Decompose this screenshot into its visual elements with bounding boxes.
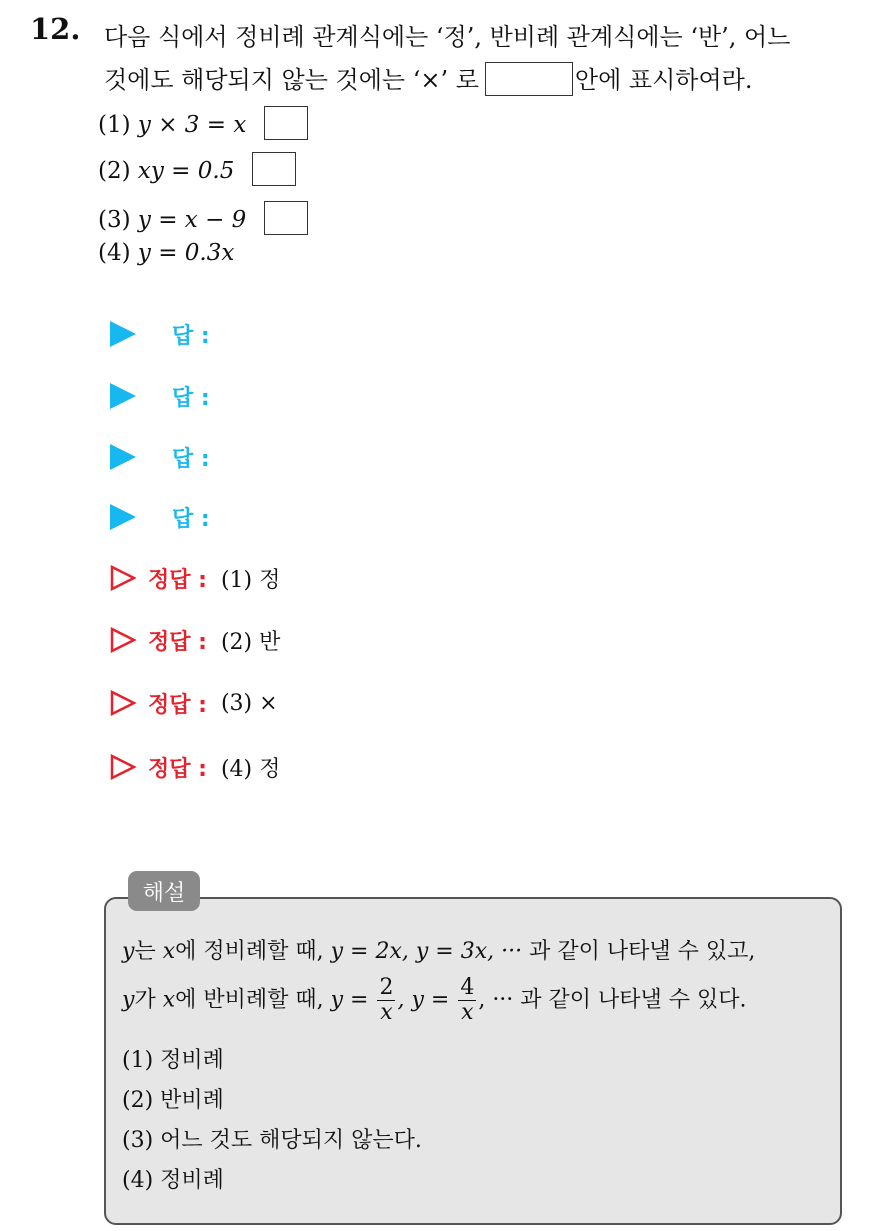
correct-value: (1) 정 xyxy=(220,567,281,593)
correct-value: (4) 정 xyxy=(220,756,281,782)
question-number: 12. xyxy=(30,12,81,46)
sub-item-expr: y × 3 = x xyxy=(137,112,247,138)
sub-item-label: (1) xyxy=(98,112,131,138)
sub-item-4 xyxy=(98,240,234,266)
fraction-denominator: x xyxy=(461,1000,474,1025)
answer-blank-inline xyxy=(485,62,573,96)
explanation-tab: 해설 xyxy=(128,871,200,911)
text: 가 xyxy=(134,987,156,1013)
fraction xyxy=(458,976,476,1025)
question-text-line2 xyxy=(104,60,752,96)
explanation-item-4: (4) 정비례 xyxy=(122,1168,224,1193)
correct-label: 정답 : xyxy=(148,567,207,593)
sub-item-expr: y = 0.3x xyxy=(137,240,235,266)
text: 과 같이 나타낼 수 있다. xyxy=(520,987,747,1013)
answer-label: 답 : xyxy=(172,323,210,349)
correct-label: 정답 : xyxy=(148,692,207,718)
var-y: y xyxy=(122,987,135,1013)
var-x: x xyxy=(162,939,176,964)
sub-item-expr: xy = 0.5 xyxy=(137,158,235,184)
explanation-item-1: (1) 정비례 xyxy=(122,1048,224,1073)
explanation-item-3: (3) 어느 것도 해당되지 않는다. xyxy=(122,1128,422,1153)
sub-item-3 xyxy=(98,201,308,235)
correct-label: 정답 : xyxy=(148,756,207,782)
answer-box[interactable] xyxy=(264,201,308,235)
eq-mid: , y = xyxy=(397,987,450,1013)
text: 는 xyxy=(134,939,156,964)
answer-row-3[interactable] xyxy=(110,440,210,474)
play-arrow-icon xyxy=(110,444,136,470)
outline-arrow-icon xyxy=(110,690,136,716)
answer-label: 답 : xyxy=(172,446,210,472)
var-x: x xyxy=(162,987,176,1013)
fraction-denominator: x xyxy=(380,1000,393,1025)
sub-item-2 xyxy=(98,152,296,186)
play-arrow-icon xyxy=(110,383,136,409)
answer-row-2[interactable] xyxy=(110,379,210,413)
correct-row-4 xyxy=(110,750,280,784)
answer-box[interactable] xyxy=(264,106,308,140)
fraction-numerator: 2 xyxy=(379,975,394,1000)
correct-value: (3) × xyxy=(220,690,278,716)
play-arrow-icon xyxy=(110,321,136,347)
answer-row-1[interactable] xyxy=(110,317,210,351)
answer-row-4[interactable] xyxy=(110,500,210,534)
sub-item-label: (2) xyxy=(98,158,131,184)
explanation-line-2 xyxy=(122,976,747,1025)
correct-row-3 xyxy=(110,686,278,720)
text: 에 반비례할 때, xyxy=(175,987,324,1013)
correct-row-2 xyxy=(110,623,280,657)
question-text-line2-end: 안에 표시하여라. xyxy=(574,66,753,94)
equations: y = 2x, y = 3x, ··· xyxy=(330,939,523,964)
fraction xyxy=(377,976,395,1025)
outline-arrow-icon xyxy=(110,627,136,653)
text: 에 정비례할 때, xyxy=(175,939,324,964)
correct-row-1 xyxy=(110,561,280,595)
outline-arrow-icon xyxy=(110,565,136,591)
correct-value: (2) 반 xyxy=(220,629,281,655)
explanation-item-2: (2) 반비례 xyxy=(122,1088,224,1113)
var-y: y xyxy=(122,939,135,964)
answer-label: 답 : xyxy=(172,506,210,532)
eq-tail: , ··· xyxy=(478,987,514,1013)
fraction-numerator: 4 xyxy=(460,975,475,1000)
play-arrow-icon xyxy=(110,504,136,530)
explanation-line-1 xyxy=(122,934,755,965)
answer-box[interactable] xyxy=(252,152,296,186)
sub-item-label: (4) xyxy=(98,240,131,266)
sub-item-expr: y = x − 9 xyxy=(137,207,247,233)
question-text-line1: 다음 식에서 정비례 관계식에는 ‘정’, 반비례 관계식에는 ‘반’, 어느 xyxy=(104,23,791,51)
text: 과 같이 나타낼 수 있고, xyxy=(529,939,756,964)
question-text-line2-start: 것에도 해당되지 않는 것에는 ‘×’ 로 xyxy=(104,66,479,94)
correct-label: 정답 : xyxy=(148,629,207,655)
answer-label: 답 : xyxy=(172,385,210,411)
outline-arrow-icon xyxy=(110,754,136,780)
sub-item-1 xyxy=(98,106,308,140)
sub-item-label: (3) xyxy=(98,207,131,233)
eq-lhs: y = xyxy=(330,987,369,1013)
